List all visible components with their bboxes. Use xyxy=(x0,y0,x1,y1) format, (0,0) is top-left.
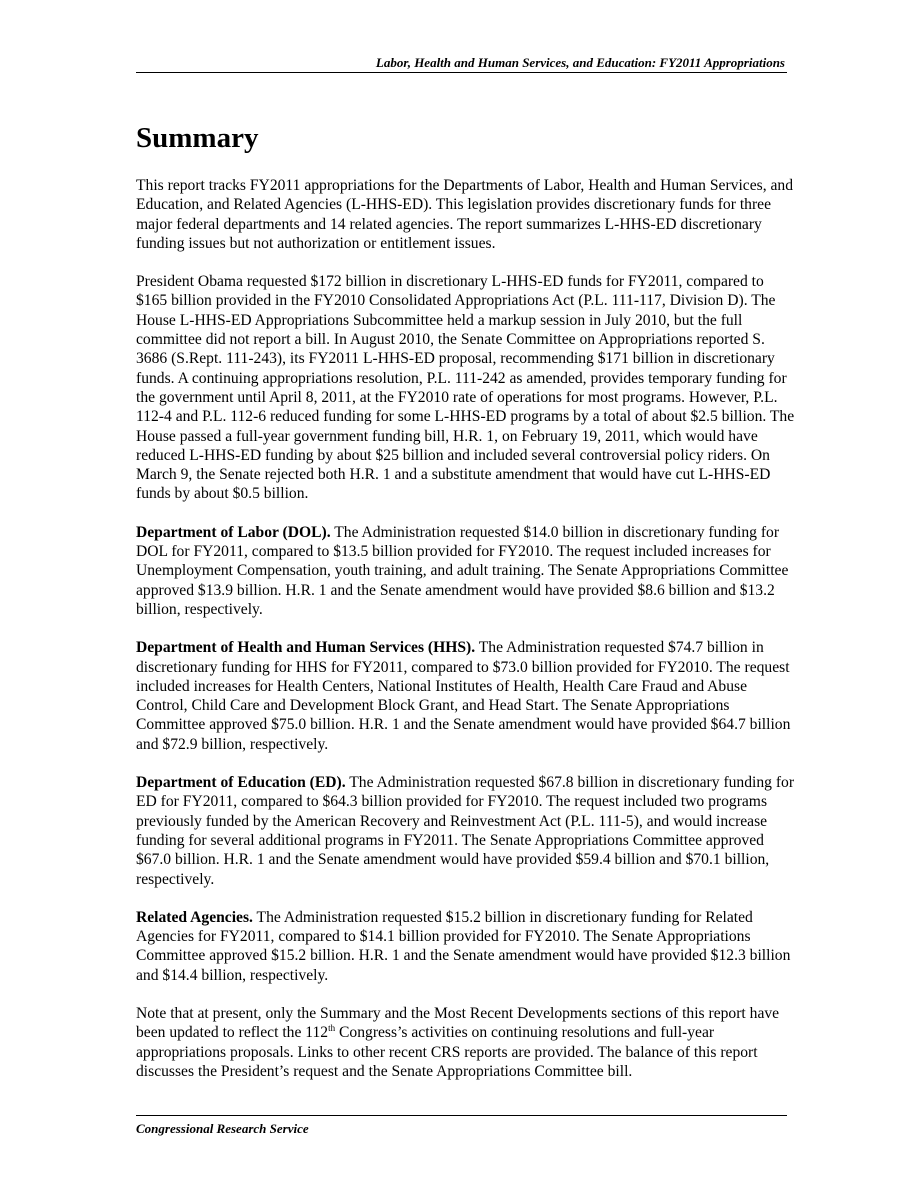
dol-paragraph xyxy=(136,523,796,619)
related-agencies-lead: Related Agencies. xyxy=(136,908,253,926)
footer-rule xyxy=(136,1115,787,1116)
note-text-end: Congress’s activities on continuing resolutions and full-year appropriations proposals. Links to other recent CRS reports are provided. The balance of this report discusses the President’s request and the Senate Appropriations Committee bill. xyxy=(136,1024,758,1080)
dol-lead: Department of Labor (DOL). xyxy=(136,523,331,541)
note-superscript: th xyxy=(328,1023,336,1034)
related-agencies-paragraph xyxy=(136,908,796,985)
note-text-start: Note that at present, only the Summary and the Most Recent Developments sections of this report have been updated to reflect the 112 xyxy=(136,1004,780,1042)
dol-text: The Administration requested $14.0 billion in discretionary funding for DOL for FY2011, compared to $13.5 billion provided for FY2010. The request included increases for Unemployment Compensation, youth training, and adult training. The Senate Appropriations Committee approved $13.9 billion. H.R. 1 and the Senate amendment would have provided $8.6 billion and $13.2 billion, respectively. xyxy=(136,523,789,618)
ed-lead: Department of Education (ED). xyxy=(136,774,346,792)
note-paragraph xyxy=(136,1004,796,1081)
page-title: Summary xyxy=(136,122,259,154)
header-rule xyxy=(136,72,787,73)
related-agencies-text: The Administration requested $15.2 billion in discretionary funding for Related Agencies for FY2011, compared to $14.1 billion provided for FY2010. The Senate Appropriations Committee approved $15.2 billion. H.R. 1 and the Senate amendment would have provided $12.3 billion and $14.4 billion, respectively. xyxy=(136,908,791,984)
ed-paragraph xyxy=(136,773,796,889)
hhs-paragraph xyxy=(136,638,796,754)
running-footer: Congressional Research Service xyxy=(136,1121,309,1136)
summary-body xyxy=(136,176,796,1100)
intro-paragraph: This report tracks FY2011 appropriations for the Departments of Labor, Health and Human Services, and Education, and Related Agencies (L-HHS-ED). This legislation provides discretionary funds for three major federal departments and 14 related agencies. The report summarizes L-HHS-ED discretionary funding issues but not authorization or entitlement issues. xyxy=(136,177,794,252)
hhs-lead: Department of Health and Human Services (HHS). xyxy=(136,639,476,657)
running-header: Labor, Health and Human Services, and Education: FY2011 Appropriations xyxy=(375,55,785,70)
hhs-text: The Administration requested $74.7 billion in discretionary funding for HHS for FY2011, compared to $73.0 billion provided for FY2010. The request included increases for Health Centers, National Institutes of Health, Health Care Fraud and Abuse Control, Child Care and Development Block Grant, and Head Start. The Senate Appropriations Committee approved $75.0 billion. H.R. 1 and the Senate amendment would have provided $64.7 billion and $72.9 billion, respectively. xyxy=(136,639,791,753)
overview-paragraph: President Obama requested $172 billion in discretionary L-HHS-ED funds for FY2011, compared to $165 billion provided in the FY2010 Consolidated Appropriations Act (P.L. 111-117, Division D). The House L-HHS-ED Appropriations Subcommittee held a markup session in July 2010, but the full committee did not report a bill. In August 2010, the Senate Committee on Appropriations reported S. 3686 (S.Rept. 111-243), its FY2011 L-HHS-ED proposal, recommending $171 billion in discretionary funds. A continuing appropriations resolution, P.L. 111-242 as amended, provides temporary funding for the government until April 8, 2011, at the FY2010 rate of operations for most programs. However, P.L. 112-4 and P.L. 112-6 reduced funding for some L-HHS-ED programs by a total of about $2.5 billion. The House passed a full-year government funding bill, H.R. 1, on February 19, 2011, which would have reduced L-HHS-ED funding by about $25 billion and included several controversial policy riders. On March 9, the Senate rejected both H.R. 1 and a substitute amendment that would have cut L-HHS-ED funds by about $0.5 billion. xyxy=(136,273,795,503)
ed-text: The Administration requested $67.8 billion in discretionary funding for ED for FY2011, compared to $64.3 billion provided for FY2010. The request included two programs previously funded by the American Recovery and Reinvestment Act (P.L. 111-5), and would increase funding for several additional programs in FY2011. The Senate Appropriations Committee approved $67.0 billion. H.R. 1 and the Senate amendment would have provided $59.4 billion and $70.1 billion, respectively. xyxy=(136,774,795,888)
